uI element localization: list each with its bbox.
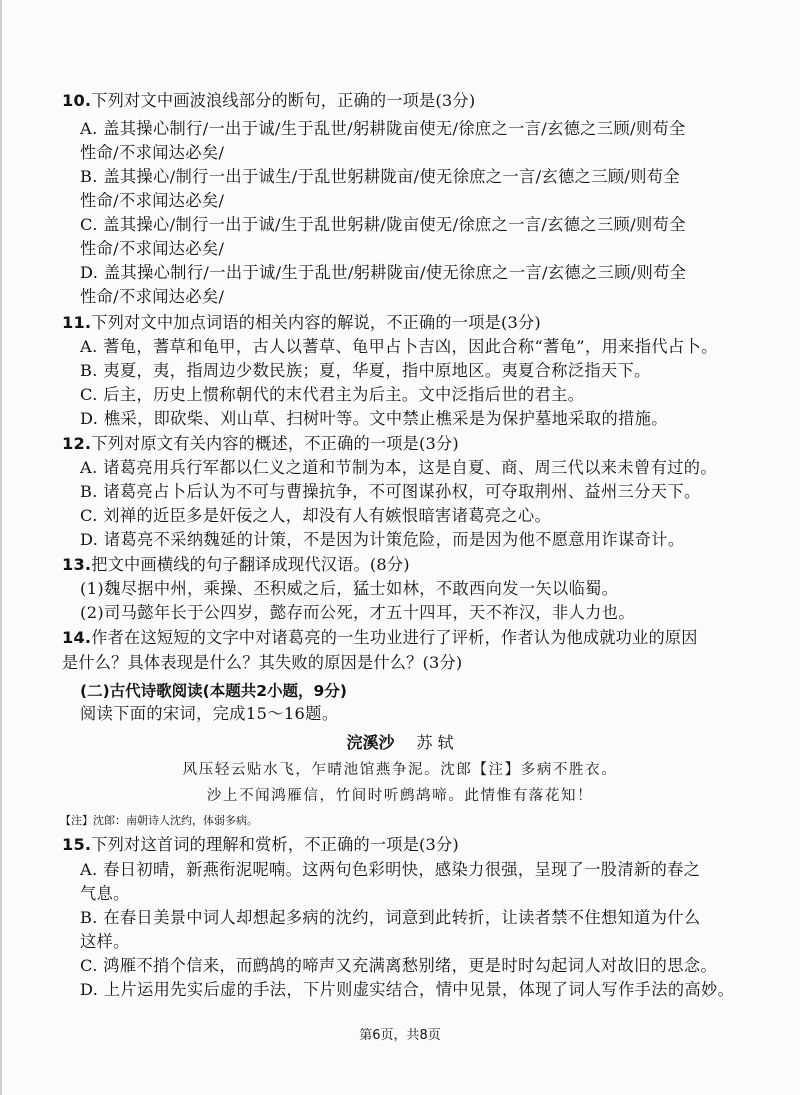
q10-option-d-cont: 性命/不求闻达必矣/	[80, 287, 225, 306]
question-number: 13.	[62, 555, 92, 574]
q12-option-c: C. 刘禅的近臣多是奸佞之人，却没有人有嫉恨暗害诸葛亮之心。	[80, 506, 552, 525]
poem-name: 浣溪沙	[346, 733, 395, 752]
section-instruction: 阅读下面的宋词，完成15～16题。	[80, 704, 339, 723]
question-number: 11.	[62, 313, 92, 332]
question-14-stem	[62, 628, 698, 648]
q13-sentence-2: (2)司马懿年长于公四岁，懿存而公死，才五十四耳，天不祚汉，非人力也。	[80, 603, 635, 622]
q15-option-b-cont: 这样。	[80, 932, 130, 951]
question-11-stem	[62, 313, 541, 333]
question-15-stem	[62, 835, 459, 855]
poem-author: 苏 轼	[416, 733, 454, 752]
question-text: 下列对文中画波浪线部分的断句，正确的一项是(3分)	[91, 91, 476, 110]
question-12-stem	[62, 434, 459, 454]
q15-option-b: B. 在春日美景中词人却想起多病的沈约，词意到此转折，让读者禁不住想知道为什么	[80, 908, 701, 927]
poem-note: 【注】沈郎：南朝诗人沈约，体弱多病。	[60, 814, 258, 827]
question-10-stem	[62, 91, 475, 111]
poem-title	[0, 730, 800, 753]
question-text: 下列对这首词的理解和赏析，不正确的一项是(3分)	[91, 835, 459, 854]
poem-line-1: 风压轻云贴水飞，乍晴池馆燕争泥。沈郎【注】多病不胜衣。	[182, 762, 618, 778]
question-14-stem-cont: 是什么？具体表现是什么？其失败的原因是什么？(3分)	[62, 653, 463, 672]
q11-option-c: C. 后主，历史上惯称朝代的末代君主为后主。文中泛指后世的君主。	[80, 385, 585, 404]
q11-option-a: A. 蓍龟，蓍草和龟甲，古人以蓍草、龟甲占卜吉凶，因此合称“蓍龟”，用来指代占卜。	[80, 337, 718, 356]
q10-option-d: D. 盖其操心制行/一出于诚/生于乱世/躬耕陇亩/使无徐庶之一言/玄德之三顾/则苟全	[80, 263, 687, 282]
question-number: 14.	[62, 628, 92, 647]
q10-option-c-cont: 性命/不求闻达必矣/	[80, 239, 225, 258]
q15-option-a-cont: 气息。	[80, 884, 130, 903]
q15-option-d: D. 上片运用先实后虚的手法，下片则虚实结合，情中见景，体现了词人写作手法的高妙。	[80, 980, 735, 999]
q10-option-a: A. 盖其操心制行/一出于诚/生于乱世/躬耕陇亩使无/徐庶之一言/玄德之三顾/则苟全	[80, 119, 686, 138]
question-text: 下列对文中加点词语的相关内容的解说，不正确的一项是(3分)	[91, 313, 541, 332]
poem-line-2: 沙上不闻鸿雁信，竹间时听鹧鸪啼。此情惟有落花知！	[206, 788, 594, 804]
q12-option-d: D. 诸葛亮不采纳魏延的计策，不是因为计策危险，而是因为他不愿意用诈谋奇计。	[80, 530, 685, 549]
q10-option-a-cont: 性命/不求闻达必矣/	[80, 143, 225, 162]
page-number: 第6页，共8页	[359, 1028, 441, 1043]
scan-edge	[0, 0, 2, 1095]
question-text: 作者在这短短的文字中对诸葛亮的一生功业进行了评析，作者认为他成就功业的原因	[91, 628, 698, 647]
section-heading: (二)古代诗歌阅读(本题共2小题，9分)	[80, 682, 347, 700]
q15-option-c: C. 鸿雁不捎个信来，而鹧鸪的啼声又充满离愁别绪，更是时时勾起词人对故旧的思念。	[80, 956, 718, 975]
q12-option-a: A. 诸葛亮用兵行军都以仁义之道和节制为本，这是自夏、商、周三代以来未曾有过的。	[80, 458, 717, 477]
q15-option-a: A. 春日初晴，新燕衔泥呢喃。这两句色彩明快，感染力很强，呈现了一股清新的春之	[80, 860, 701, 879]
question-number: 15.	[62, 835, 92, 854]
q10-option-b-cont: 性命/不求闻达必矣/	[80, 191, 225, 210]
q12-option-b: B. 诸葛亮占卜后认为不可与曹操抗争，不可图谋孙权，可夺取荆州、益州三分天下。	[80, 482, 701, 501]
q10-option-c: C. 盖其操心/制行一出于诚/生于乱世躬耕/陇亩使无/徐庶之一言/玄德之三顾/则苟全	[80, 215, 686, 234]
q10-option-b: B. 盖其操心/制行一出于诚生/于乱世躬耕陇亩/使无徐庶之一言/玄德之三顾/则苟全	[80, 167, 681, 186]
question-13-stem	[62, 555, 410, 575]
q11-option-d: D. 樵采，即砍柴、刈山草、扫树叶等。文中禁止樵采是为保护墓地采取的措施。	[80, 409, 668, 428]
question-number: 12.	[62, 434, 92, 453]
question-text: 下列对原文有关内容的概述，不正确的一项是(3分)	[91, 434, 459, 453]
question-number: 10.	[62, 91, 92, 110]
question-text: 把文中画横线的句子翻译成现代汉语。(8分)	[91, 555, 410, 574]
q11-option-b: B. 夷夏，夷，指周边少数民族；夏，华夏，指中原地区。夷夏合称泛指天下。	[80, 361, 651, 380]
q13-sentence-1: (1)魏尽据中州，乘操、丕积威之后，猛士如林，不敢西向发一矢以临蜀。	[80, 579, 619, 598]
